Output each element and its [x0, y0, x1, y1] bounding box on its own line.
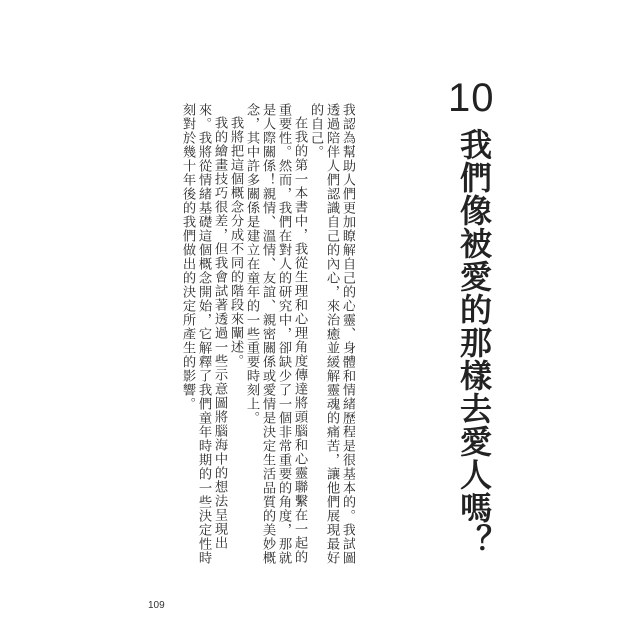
chapter-number: 10 — [448, 76, 495, 120]
body-paragraph-1: 我認為幫助人們更加瞭解自己的心靈、身體和情緒歷程是很基本的。我試圖透過陪伴人們認識自己的內心，來治癒並緩解靈魂的痛苦，讓他們展現最好的自己。 — [308, 103, 355, 565]
chapter-body — [150, 103, 355, 573]
body-paragraph-4: 我的繪畫技巧很差，但我會試著透過一些示意圖將腦海中的想法呈現出來。我將從情緒基礎這個概念開始，它解釋了我們童年時期的一些決定性時刻對於幾十年後的我們做出的決定所產生的影響。 — [180, 103, 227, 565]
body-paragraph-3: 我將把這個概念分成不同的階段來闡述。 — [228, 116, 243, 369]
body-paragraph-2: 在我的第一本書中，我從生理和心理角度傳達將頭腦和心靈聯繫在一起的重要性。然而，我們在對人的研究中，卻缺少了一個非常重要的角度，那就是人際關係！親情、溫情、友誼、親密關係或愛情是決定生活品質的美妙概念，其中許多關係是建立在童年的一些重要時刻上。 — [244, 103, 307, 565]
chapter-title: 我們像被愛的那樣去愛人嗎？ — [455, 128, 493, 557]
page-number: 109 — [148, 600, 165, 611]
